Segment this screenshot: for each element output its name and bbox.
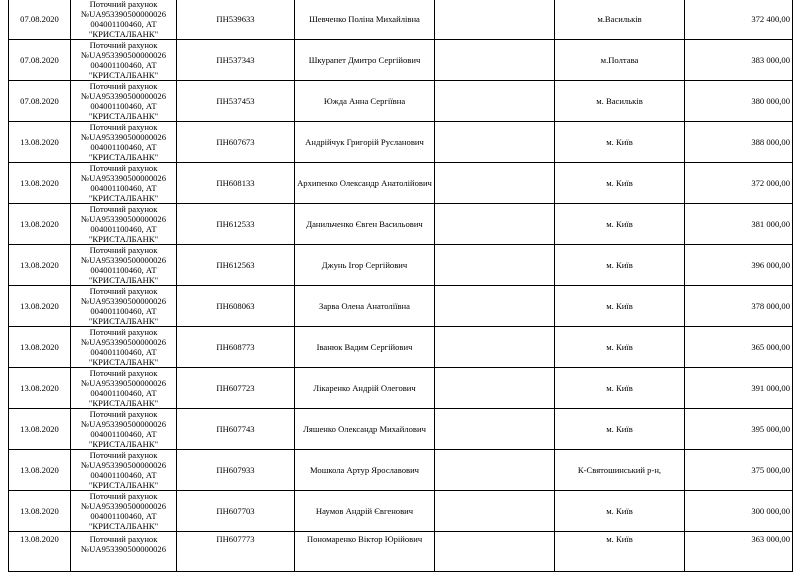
document-number: ПН537343 <box>177 40 295 81</box>
table-row <box>9 286 793 327</box>
table-row <box>9 0 793 40</box>
table-row <box>9 532 793 572</box>
account-details <box>71 122 177 163</box>
recipient-city: м. Київ <box>555 327 685 368</box>
account-line: "КРИСТАЛБАНК" <box>88 29 159 39</box>
recipient-name: Ляшенко Олександр Михайлович <box>295 409 435 450</box>
payment-date: 13.08.2020 <box>9 286 71 327</box>
account-line: 004001100460, АТ <box>90 511 157 521</box>
empty-cell <box>435 0 555 40</box>
account-line: №UA953390500000026 <box>80 91 167 101</box>
account-line: 004001100460, АТ <box>90 142 157 152</box>
account-details <box>71 0 177 40</box>
account-line: 004001100460, АТ <box>90 470 157 480</box>
account-line: Поточний рахунок <box>89 286 158 296</box>
account-line: 004001100460, АТ <box>90 224 157 234</box>
account-details <box>71 245 177 286</box>
table-row <box>9 245 793 286</box>
recipient-name: Пономаренко Віктор Юрійович <box>295 532 435 572</box>
payment-amount: 388 000,00 <box>685 122 793 163</box>
empty-cell <box>435 40 555 81</box>
recipient-name: Архипенко Олександр Анатолійович <box>295 163 435 204</box>
account-line: Поточний рахунок <box>89 0 158 9</box>
recipient-city: м.Васильків <box>555 0 685 40</box>
recipient-city: м. Київ <box>555 163 685 204</box>
account-line: №UA953390500000026 <box>80 501 167 511</box>
document-number: ПН607933 <box>177 450 295 491</box>
payment-date: 13.08.2020 <box>9 409 71 450</box>
account-line: №UA953390500000026 <box>80 460 167 470</box>
account-line: Поточний рахунок <box>89 81 158 91</box>
account-line: Поточний рахунок <box>89 534 158 544</box>
account-line: "КРИСТАЛБАНК" <box>88 521 159 531</box>
table-row <box>9 409 793 450</box>
empty-cell <box>435 532 555 572</box>
account-line: 004001100460, АТ <box>90 306 157 316</box>
empty-cell <box>435 204 555 245</box>
account-line: №UA953390500000026 <box>80 173 167 183</box>
recipient-city: м. Київ <box>555 409 685 450</box>
account-line: Поточний рахунок <box>89 122 158 132</box>
account-line: №UA953390500000026 <box>80 255 167 265</box>
account-details <box>71 327 177 368</box>
document-number: ПН607723 <box>177 368 295 409</box>
account-line: №UA953390500000026 <box>80 337 167 347</box>
empty-cell <box>435 122 555 163</box>
empty-cell <box>435 450 555 491</box>
empty-cell <box>435 245 555 286</box>
payment-date: 13.08.2020 <box>9 532 71 572</box>
account-line: 004001100460, АТ <box>90 19 157 29</box>
account-details <box>71 163 177 204</box>
recipient-name: Наумов Андрій Євгенович <box>295 491 435 532</box>
account-line: Поточний рахунок <box>89 163 158 173</box>
recipient-city: м. Васильків <box>555 81 685 122</box>
payment-amount: 375 000,00 <box>685 450 793 491</box>
document-number: ПН539633 <box>177 0 295 40</box>
payment-amount: 395 000,00 <box>685 409 793 450</box>
account-line: №UA953390500000026 <box>80 50 167 60</box>
recipient-name: Лікаренко Андрій Олегович <box>295 368 435 409</box>
document-number: ПН612563 <box>177 245 295 286</box>
empty-cell <box>435 409 555 450</box>
payment-date: 13.08.2020 <box>9 163 71 204</box>
payment-amount: 380 000,00 <box>685 81 793 122</box>
payment-amount: 372 400,00 <box>685 0 793 40</box>
payment-amount: 300 000,00 <box>685 491 793 532</box>
document-number: ПН537453 <box>177 81 295 122</box>
document-number: ПН608063 <box>177 286 295 327</box>
account-details <box>71 286 177 327</box>
account-line: №UA953390500000026 <box>80 544 167 554</box>
account-line: №UA953390500000026 <box>80 419 167 429</box>
recipient-city: м. Київ <box>555 491 685 532</box>
document-number: ПН608133 <box>177 163 295 204</box>
account-details <box>71 450 177 491</box>
payment-amount: 378 000,00 <box>685 286 793 327</box>
account-line: Поточний рахунок <box>89 204 158 214</box>
account-line: Поточний рахунок <box>89 327 158 337</box>
table-row <box>9 122 793 163</box>
account-line: 004001100460, АТ <box>90 429 157 439</box>
recipient-name: Южда Анна Сергіївна <box>295 81 435 122</box>
table-row <box>9 327 793 368</box>
payments-table <box>8 0 793 572</box>
account-line: "КРИСТАЛБАНК" <box>88 480 159 490</box>
table-row <box>9 81 793 122</box>
payment-date: 07.08.2020 <box>9 81 71 122</box>
account-line: "КРИСТАЛБАНК" <box>88 234 159 244</box>
account-line: №UA953390500000026 <box>80 378 167 388</box>
account-line: "КРИСТАЛБАНК" <box>88 193 159 203</box>
payment-amount: 365 000,00 <box>685 327 793 368</box>
empty-cell <box>435 81 555 122</box>
payment-date: 13.08.2020 <box>9 122 71 163</box>
account-line: 004001100460, АТ <box>90 265 157 275</box>
account-details <box>71 491 177 532</box>
empty-cell <box>435 491 555 532</box>
payment-amount: 396 000,00 <box>685 245 793 286</box>
account-line: Поточний рахунок <box>89 409 158 419</box>
recipient-city: м. Київ <box>555 122 685 163</box>
table-row <box>9 204 793 245</box>
recipient-name: Данильченко Євген Васильович <box>295 204 435 245</box>
payment-date: 07.08.2020 <box>9 40 71 81</box>
document-number: ПН612533 <box>177 204 295 245</box>
payment-amount: 383 000,00 <box>685 40 793 81</box>
document-number: ПН607673 <box>177 122 295 163</box>
account-line: №UA953390500000026 <box>80 132 167 142</box>
payment-date: 13.08.2020 <box>9 327 71 368</box>
account-line: 004001100460, АТ <box>90 101 157 111</box>
account-line: "КРИСТАЛБАНК" <box>88 70 159 80</box>
payment-date: 13.08.2020 <box>9 245 71 286</box>
account-line: "КРИСТАЛБАНК" <box>88 111 159 121</box>
recipient-city: м. Київ <box>555 245 685 286</box>
recipient-name: Шкурапет Дмитро Сергійович <box>295 40 435 81</box>
account-line: Поточний рахунок <box>89 450 158 460</box>
account-line: 004001100460, АТ <box>90 60 157 70</box>
account-line: Поточний рахунок <box>89 245 158 255</box>
account-details <box>71 81 177 122</box>
table-row <box>9 491 793 532</box>
account-line: №UA953390500000026 <box>80 214 167 224</box>
table-row <box>9 450 793 491</box>
account-line: 004001100460, АТ <box>90 347 157 357</box>
account-line: "КРИСТАЛБАНК" <box>88 275 159 285</box>
recipient-city: м. Київ <box>555 532 685 572</box>
account-line: "КРИСТАЛБАНК" <box>88 357 159 367</box>
empty-cell <box>435 286 555 327</box>
recipient-name: Шевченко Поліна Михайлівна <box>295 0 435 40</box>
account-line: №UA953390500000026 <box>80 9 167 19</box>
account-line: Поточний рахунок <box>89 491 158 501</box>
account-line: 004001100460, АТ <box>90 183 157 193</box>
payment-date: 13.08.2020 <box>9 368 71 409</box>
recipient-city: К-Святошинський р-н, <box>555 450 685 491</box>
payment-date: 13.08.2020 <box>9 450 71 491</box>
recipient-name: Іванюк Вадим Сергійович <box>295 327 435 368</box>
empty-cell <box>435 327 555 368</box>
document-number: ПН608773 <box>177 327 295 368</box>
account-details <box>71 368 177 409</box>
payment-date: 07.08.2020 <box>9 0 71 40</box>
payment-amount: 372 000,00 <box>685 163 793 204</box>
payment-amount: 381 000,00 <box>685 204 793 245</box>
account-details <box>71 204 177 245</box>
recipient-name: Мошкола Артур Ярославович <box>295 450 435 491</box>
document-number: ПН607773 <box>177 532 295 572</box>
recipient-city: м. Київ <box>555 286 685 327</box>
account-details <box>71 409 177 450</box>
account-line: Поточний рахунок <box>89 40 158 50</box>
document-number: ПН607703 <box>177 491 295 532</box>
account-details <box>71 532 177 572</box>
account-details <box>71 40 177 81</box>
account-line: Поточний рахунок <box>89 368 158 378</box>
recipient-city: м.Полтава <box>555 40 685 81</box>
payment-amount: 391 000,00 <box>685 368 793 409</box>
account-line: №UA953390500000026 <box>80 296 167 306</box>
document-number: ПН607743 <box>177 409 295 450</box>
empty-cell <box>435 163 555 204</box>
table-row <box>9 163 793 204</box>
recipient-name: Джунь Ігор Сергійович <box>295 245 435 286</box>
recipient-city: м. Київ <box>555 204 685 245</box>
payment-date: 13.08.2020 <box>9 491 71 532</box>
empty-cell <box>435 368 555 409</box>
table-row <box>9 40 793 81</box>
account-line: "КРИСТАЛБАНК" <box>88 439 159 449</box>
table-row <box>9 368 793 409</box>
recipient-city: м. Київ <box>555 368 685 409</box>
payment-amount: 363 000,00 <box>685 532 793 572</box>
account-line: "КРИСТАЛБАНК" <box>88 316 159 326</box>
account-line: 004001100460, АТ <box>90 388 157 398</box>
recipient-name: Андрійчук Григорій Русланович <box>295 122 435 163</box>
payment-date: 13.08.2020 <box>9 204 71 245</box>
payments-table-body <box>9 0 793 572</box>
account-line: "КРИСТАЛБАНК" <box>88 152 159 162</box>
account-line: "КРИСТАЛБАНК" <box>88 398 159 408</box>
recipient-name: Зарва Олена Анатоліївна <box>295 286 435 327</box>
